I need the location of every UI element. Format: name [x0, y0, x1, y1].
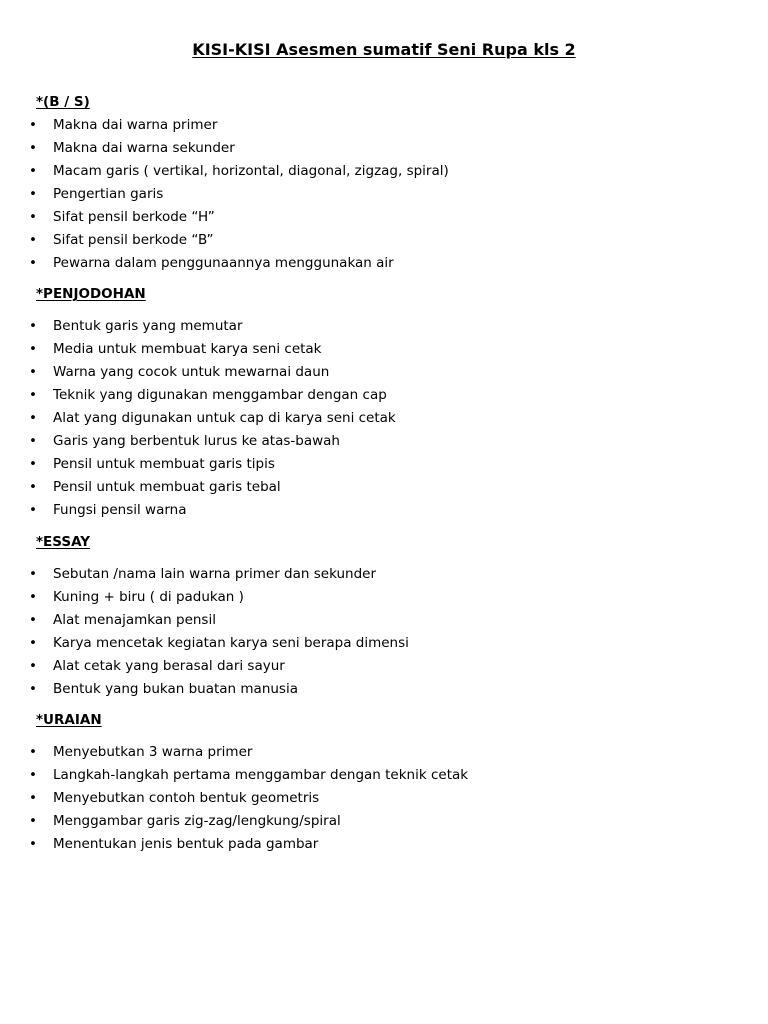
section-list-bs: [0, 114, 449, 275]
section-list-essay: [0, 563, 409, 701]
list-item: • Pewarna dalam penggunaannya menggunakan air: [0, 252, 449, 275]
list-item: • Bentuk garis yang memutar: [0, 315, 396, 338]
section-list-uraian: [0, 741, 468, 856]
list-item: • Alat cetak yang berasal dari sayur: [0, 655, 409, 678]
bullet-icon: •: [29, 813, 37, 829]
document-title: KISI-KISI Asesmen sumatif Seni Rupa kls 2: [192, 40, 576, 59]
bullet-icon: •: [29, 410, 37, 426]
bullet-icon: •: [29, 566, 37, 582]
list-item: • Sifat pensil berkode “H”: [0, 206, 449, 229]
list-item: • Makna dai warna primer: [0, 114, 449, 137]
list-item: • Macam garis ( vertikal, horizontal, diagonal, zigzag, spiral): [0, 160, 449, 183]
bullet-icon: •: [29, 140, 37, 156]
bullet-icon: •: [29, 209, 37, 225]
bullet-icon: •: [29, 767, 37, 783]
bullet-icon: •: [29, 341, 37, 357]
list-item: • Menyebutkan contoh bentuk geometris: [0, 787, 468, 810]
bullet-icon: •: [29, 117, 37, 133]
list-item: • Pengertian garis: [0, 183, 449, 206]
bullet-icon: •: [29, 387, 37, 403]
bullet-icon: •: [29, 502, 37, 518]
list-item: • Menentukan jenis bentuk pada gambar: [0, 833, 468, 856]
section-heading-uraian: *URAIAN: [36, 712, 102, 728]
list-item: • Alat menajamkan pensil: [0, 609, 409, 632]
bullet-icon: •: [29, 836, 37, 852]
section-heading-essay: *ESSAY: [36, 534, 91, 550]
section-list-penjodohan: [0, 315, 396, 522]
bullet-icon: •: [29, 186, 37, 202]
bullet-icon: •: [29, 364, 37, 380]
list-item: • Langkah-langkah pertama menggambar dengan teknik cetak: [0, 764, 468, 787]
list-item: • Alat yang digunakan untuk cap di karya seni cetak: [0, 407, 396, 430]
bullet-icon: •: [29, 255, 37, 271]
list-item: • Pensil untuk membuat garis tebal: [0, 476, 396, 499]
bullet-icon: •: [29, 163, 37, 179]
bullet-icon: •: [29, 635, 37, 651]
list-item: • Sebutan /nama lain warna primer dan sekunder: [0, 563, 409, 586]
list-item: • Menyebutkan 3 warna primer: [0, 741, 468, 764]
bullet-icon: •: [29, 232, 37, 248]
list-item: • Media untuk membuat karya seni cetak: [0, 338, 396, 361]
list-item: • Garis yang berbentuk lurus ke atas-bawah: [0, 430, 396, 453]
bullet-icon: •: [29, 433, 37, 449]
bullet-icon: •: [29, 658, 37, 674]
bullet-icon: •: [29, 589, 37, 605]
list-item: • Warna yang cocok untuk mewarnai daun: [0, 361, 396, 384]
bullet-icon: •: [29, 318, 37, 334]
bullet-icon: •: [29, 456, 37, 472]
list-item: • Kuning + biru ( di padukan ): [0, 586, 409, 609]
list-item: • Teknik yang digunakan menggambar dengan cap: [0, 384, 396, 407]
list-item: • Menggambar garis zig-zag/lengkung/spiral: [0, 810, 468, 833]
list-item: • Fungsi pensil warna: [0, 499, 396, 522]
list-item: • Bentuk yang bukan buatan manusia: [0, 678, 409, 701]
list-item: • Karya mencetak kegiatan karya seni berapa dimensi: [0, 632, 409, 655]
list-item: • Makna dai warna sekunder: [0, 137, 449, 160]
bullet-icon: •: [29, 790, 37, 806]
bullet-icon: •: [29, 744, 37, 760]
bullet-icon: •: [29, 479, 37, 495]
list-item: • Pensil untuk membuat garis tipis: [0, 453, 396, 476]
bullet-icon: •: [29, 612, 37, 628]
section-heading-penjodohan: *PENJODOHAN: [36, 286, 146, 302]
section-heading-bs: *(B / S): [36, 94, 90, 110]
bullet-icon: •: [29, 681, 37, 697]
list-item: • Sifat pensil berkode “B”: [0, 229, 449, 252]
